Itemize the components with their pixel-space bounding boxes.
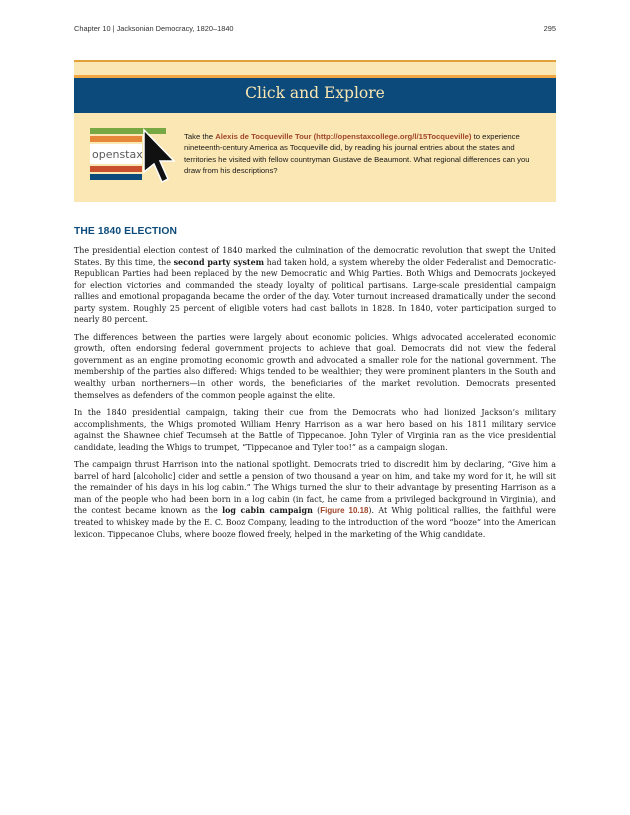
p1-text-a: The presidential election contest of 1840 marked the culmination of the democratic revolution that swept the United States. By this time, the	[74, 246, 556, 267]
p4-text-c: ). At Whig political rallies, the faithful were treated to whiskey made by the E. C. Booz Company, leading to the introduction of the word “booze” into the American lexicon. Tippecanoe Clubs, where booze flowed freely, helped in the marketing of the Whig candidate.	[74, 506, 556, 539]
feature-top-rule	[74, 60, 556, 62]
paragraph-4	[74, 459, 556, 540]
p4-text-b: (	[312, 506, 321, 516]
feature-title-bar	[74, 75, 556, 113]
p1-text-b: had taken hold, a system whereby the older Federalist and Democratic-Republican Parties had been replaced by the new Democratic and Whig Parties. Both Whigs and Democrats jockeyed for election victories and commanded the steady loyalty of political partisans. Large-scale presidential campaign rallies and emotional propaganda became the order of the day. Voter turnout increased dramatically under the second party system. Roughly 25 percent of eligible voters had cast ballots in 1828. In 1840, voter participation surged to nearly 80 percent.	[74, 257, 556, 325]
section-body	[74, 245, 556, 546]
key-term-log-cabin-campaign: log cabin campaign	[222, 506, 313, 516]
section-heading: THE 1840 ELECTION	[74, 226, 177, 237]
figure-reference-link[interactable]: Figure 10.18	[320, 506, 369, 516]
feature-title: Click and Explore	[245, 84, 385, 102]
feature-description	[184, 131, 536, 177]
paragraph-1	[74, 245, 556, 326]
openstax-cursor-icon	[88, 126, 188, 188]
paragraph-3: In the 1840 presidential campaign, taking their cue from the Democrats who had lionized Jackson’s military accomplishments, the Whigs promoted William Henry Harrison as a war hero based on his 1811 military service against the Shawnee chief Tecumseh at the Battle of Tippecanoe. John Tyler of Virginia ran as the vice presidential candidate, leading the Whigs to trumpet, “Tippecanoe and Tyler too!” as a campaign slogan.	[74, 408, 556, 452]
p4-text-a: The campaign thrust Harrison into the national spotlight. Democrats tried to discredit him by declaring, “Give him a barrel of hard [alcoholic] cider and settle a pension of two thousand a year on him, and take my word for it, he will sit the remainder of his days in his log cabin.” The Whigs turned the slur to their advantage by presenting Harrison as a man of the people who had been born in a log cabin (in fact, he came from a privileged background in Virginia), and the contest became known as the	[74, 460, 556, 516]
svg-text:openstax: openstax	[92, 148, 143, 161]
feature-text-intro: Take the	[184, 132, 216, 141]
click-and-explore-box	[74, 60, 556, 202]
chapter-title: Chapter 10 | Jacksonian Democracy, 1820–1840	[74, 24, 234, 33]
paragraph-2: The differences between the parties were largely about economic policies. Whigs advocated accelerated economic growth, often endorsing federal government projects to achieve that goal. Democrats did not view the federal government as an engine promoting economic growth and advocated a smaller role for the national government. The membership of the parties also differed: Whigs tended to be wealthier; they were prominent planters in the South and wealthy urban northerners—in other words, the beneficiaries of the market revolution. Democrats presented themselves as defenders of the common people against the elite.	[74, 332, 556, 400]
feature-text-rest: to experience nineteenth-century America as Tocqueville did, by reading his journal entries about the states and territories he visited with fellow countryman Gustave de Beaumont. What regional differences can you draw from his descriptions?	[184, 132, 530, 176]
running-head	[74, 24, 556, 36]
page-number: 295	[543, 24, 556, 33]
key-term-second-party-system: second party system	[173, 257, 265, 267]
tocqueville-tour-link[interactable]: Alexis de Tocqueville Tour (http://openstaxcollege.org/l/15Tocqueville)	[215, 132, 472, 141]
